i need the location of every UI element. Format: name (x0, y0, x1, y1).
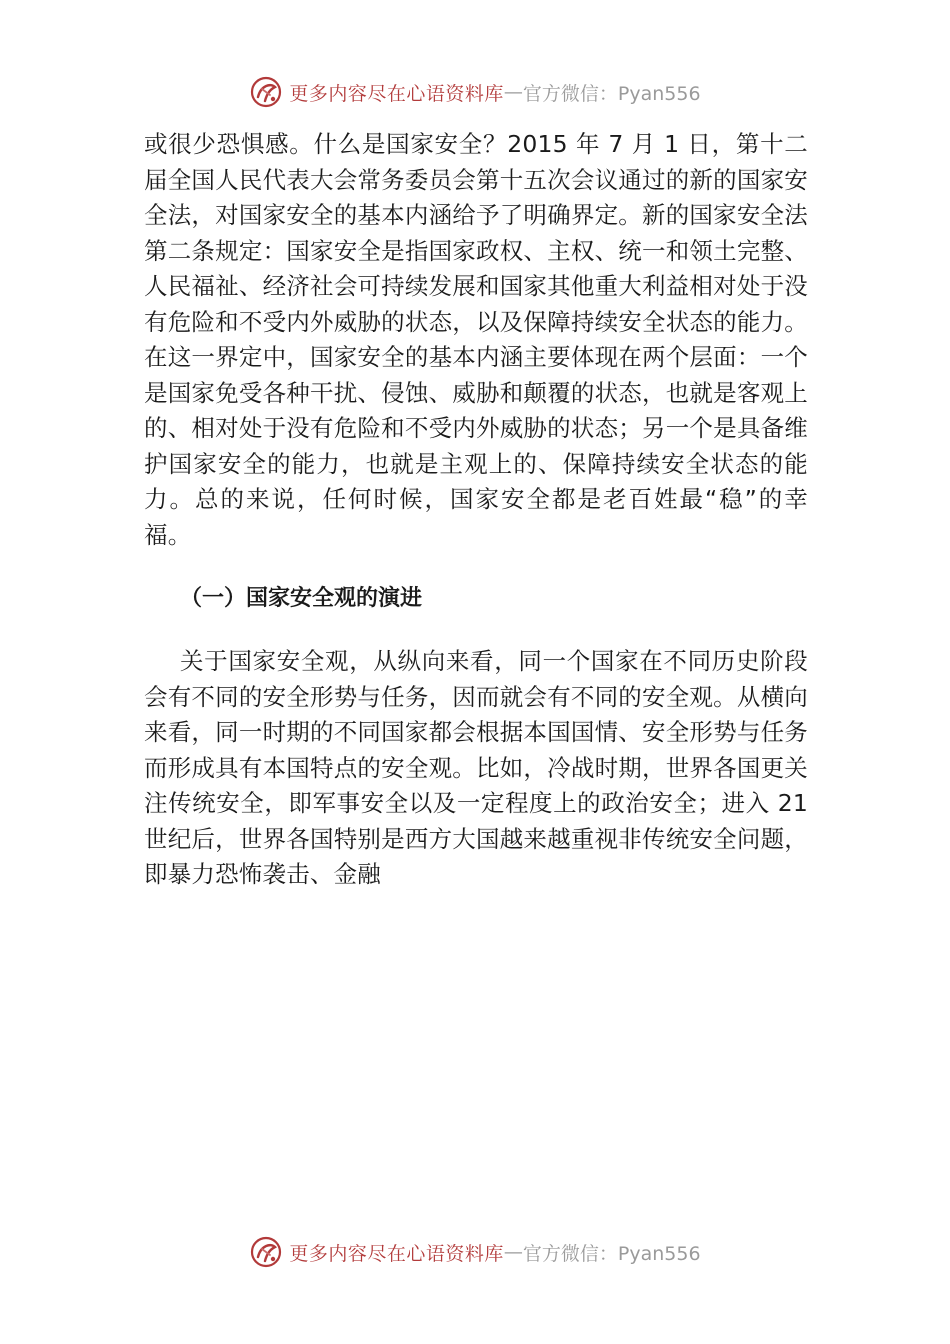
section-heading: （一）国家安全观的演进 (180, 586, 423, 611)
watermark-text: 更多内容尽在心语资料库 (289, 82, 504, 105)
logo-icon (249, 75, 283, 109)
watermark-text: 更多内容尽在心语资料库 (289, 1242, 504, 1265)
logo-icon (249, 1235, 283, 1269)
body-paragraph: 或很少恐惧感。什么是国家安全？2015 年 7 月 1 日，第十二届全国人民代表大会常务委员会第十五次会议通过的新的国家安全法，对国家安全的基本内涵给予了明确界定。新的国家安全法第二条规定：国家安全是指国家政权、主权、统一和领土完整、人民福祉、经济社会可持续发展和国家其他重大利益相对处于没有危险和不受内外威胁的状态，以及保障持续安全状态的能力。在这一界定中，国家安全的基本内涵主要体现在两个层面：一个是国家免受各种干扰、侵蚀、威胁和颠覆的状态，也就是客观上的、相对处于没有危险和不受内外威胁的状态；另一个是具备维护国家安全的能力，也就是主观上的、保障持续安全状态的能力。总的来说，任何时候，国家安全都是老百姓最“稳”的幸福。 (144, 130, 808, 549)
watermark-separator: — (503, 1241, 523, 1263)
footer-watermark (0, 1232, 950, 1272)
watermark-contact: 官方微信：Pyan556 (522, 82, 701, 105)
watermark-separator: — (503, 81, 523, 103)
watermark-contact: 官方微信：Pyan556 (522, 1242, 701, 1265)
body-paragraph: 关于国家安全观，从纵向来看，同一个国家在不同历史阶段会有不同的安全形势与任务，因而就会有不同的安全观。从横向来看，同一时期的不同国家都会根据本国国情、安全形势与任务而形成具有本国特点的安全观。比如，冷战时期，世界各国更关注传统安全，即军事安全以及一定程度上的政治安全；进入 21 世纪后，世界各国特别是西方大国越来越重视非传统安全问题，即暴力恐怖袭击、金融 (144, 647, 809, 888)
header-watermark (0, 72, 950, 112)
document-body (144, 127, 808, 893)
